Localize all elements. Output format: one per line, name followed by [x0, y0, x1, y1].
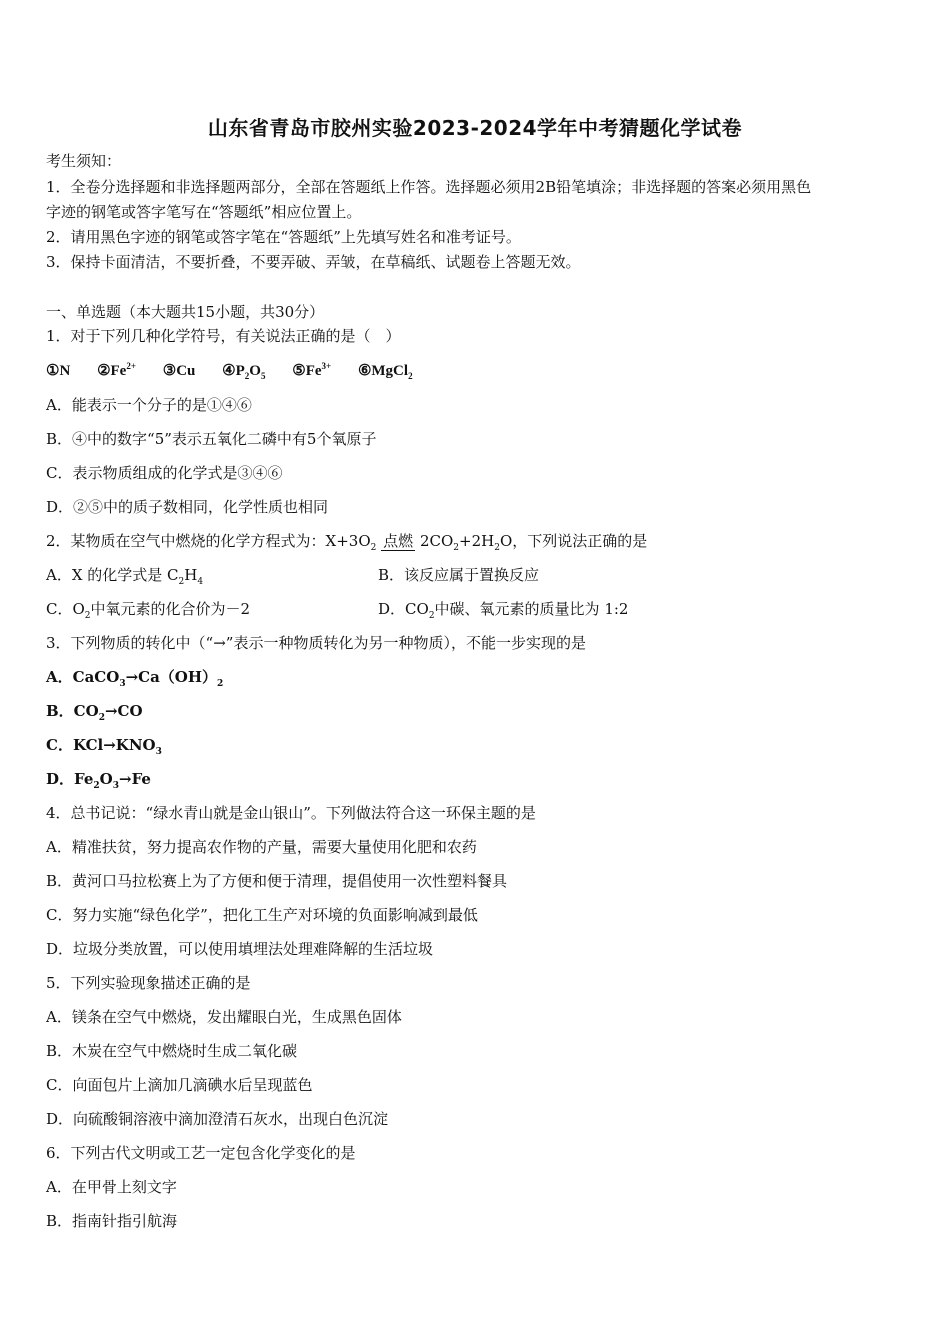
q5-option-a: A．镁条在空气中燃烧，发出耀眼白光，生成黑色固体	[46, 1008, 402, 1026]
q6-stem: 6．下列古代文明或工艺一定包含化学变化的是	[46, 1144, 356, 1162]
q3-option-b: B．$CO_2\to CO$	[46, 702, 143, 723]
q5-stem: 5．下列实验现象描述正确的是	[46, 974, 251, 992]
q1-option-b: B．④中的数字“5”表示五氧化二磷中有5个氧原子	[46, 430, 377, 448]
notice-item-1b: 字迹的钢笔或答字笔写在“答题纸”相应位置上。	[46, 203, 362, 221]
q2-option-b: B．该反应属于置换反应	[378, 566, 540, 584]
q6-option-a: A．在甲骨上刻文字	[46, 1178, 177, 1196]
notice-item-1a: 1．全卷分选择题和非选择题两部分，全部在答题纸上作答。选择题必须用2B铅笔填涂；非选择题的答案必须用黑色	[46, 178, 812, 196]
notice-item-2: 2．请用黑色字迹的钢笔或答字笔在“答题纸”上先填写姓名和准考证号。	[46, 228, 521, 246]
q4-option-d: D．垃圾分类放置，可以使用填埋法处理难降解的生活垃圾	[46, 940, 434, 958]
notice-heading: 考生须知：	[46, 152, 122, 170]
q3-option-d: D．$Fe_2O_3\to Fe$	[46, 770, 151, 791]
q1-symbol-5: $⑤Fe^{3+}$	[292, 361, 332, 379]
q3-stem: 3．下列物质的转化中（“→”表示一种物质转化为另一种物质），不能一步实现的是	[46, 634, 586, 652]
q1-option-c: C．表示物质组成的化学式是③④⑥	[46, 464, 283, 482]
notice-item-3: 3．保持卡面清洁，不要折叠，不要弄破、弄皱，在草稿纸、试题卷上答题无效。	[46, 253, 581, 271]
q2-option-a: A．X 的化学式是 $C_2H_4$	[46, 566, 204, 587]
q2-condition: 点燃	[383, 532, 414, 550]
q1-symbol-2: $②Fe^{2+}$	[97, 361, 136, 379]
q6-option-b: B．指南针指引航海	[46, 1212, 178, 1230]
q2-stem: 2．某物质在空气中燃烧的化学方程式为：$X+3O_2$ 点燃 $2CO_2+2H_2O$，下列说法正确的是	[46, 532, 648, 553]
q4-option-a: A．精准扶贫，努力提高农作物的产量，需要大量使用化肥和农药	[46, 838, 477, 856]
q5-option-d: D．向硫酸铜溶液中滴加澄清石灰水，出现白色沉淀	[46, 1110, 389, 1128]
q1-symbol-1: ①N	[46, 363, 71, 379]
q1-symbol-4: $④P_2O_5$	[222, 363, 266, 381]
q3-option-c: C．$KCl\to KNO_3$	[46, 736, 162, 757]
q1-option-a: A．能表示一个分子的是①④⑥	[46, 396, 252, 414]
section-heading: 一、单选题（本大题共15小题，共30分）	[46, 303, 325, 321]
q5-option-b: B．木炭在空气中燃烧时生成二氧化碳	[46, 1042, 298, 1060]
q5-option-c: C．向面包片上滴加几滴碘水后呈现蓝色	[46, 1076, 313, 1094]
page-title: 山东省青岛市胶州实验2023-2024学年中考猜题化学试卷	[207, 116, 743, 140]
q3-option-a: A．$CaCO_3\to Ca(OH)_2$	[46, 668, 224, 689]
q4-option-b: B．黄河口马拉松赛上为了方便和便于清理，提倡使用一次性塑料餐具	[46, 872, 508, 890]
q1-stem: 1．对于下列几种化学符号，有关说法正确的是（ ）	[46, 327, 401, 345]
q2-option-d: D．$CO_2$中碳、氧元素的质量比为 1:2	[378, 600, 629, 621]
q1-symbol-3: ③Cu	[162, 363, 196, 379]
q2-option-c: C．$O_2$中氧元素的化合价为－2	[46, 600, 251, 621]
q4-stem: 4．总书记说：“绿水青山就是金山银山”。下列做法符合这一环保主题的是	[46, 804, 536, 822]
q1-symbols	[46, 360, 413, 381]
q4-option-c: C．努力实施“绿色化学”，把化工生产对环境的负面影响减到最低	[46, 906, 478, 924]
q1-symbol-6: ⑥MgCl$_2$	[357, 363, 413, 381]
q1-option-d: D．②⑤中的质子数相同，化学性质也相同	[46, 498, 329, 516]
